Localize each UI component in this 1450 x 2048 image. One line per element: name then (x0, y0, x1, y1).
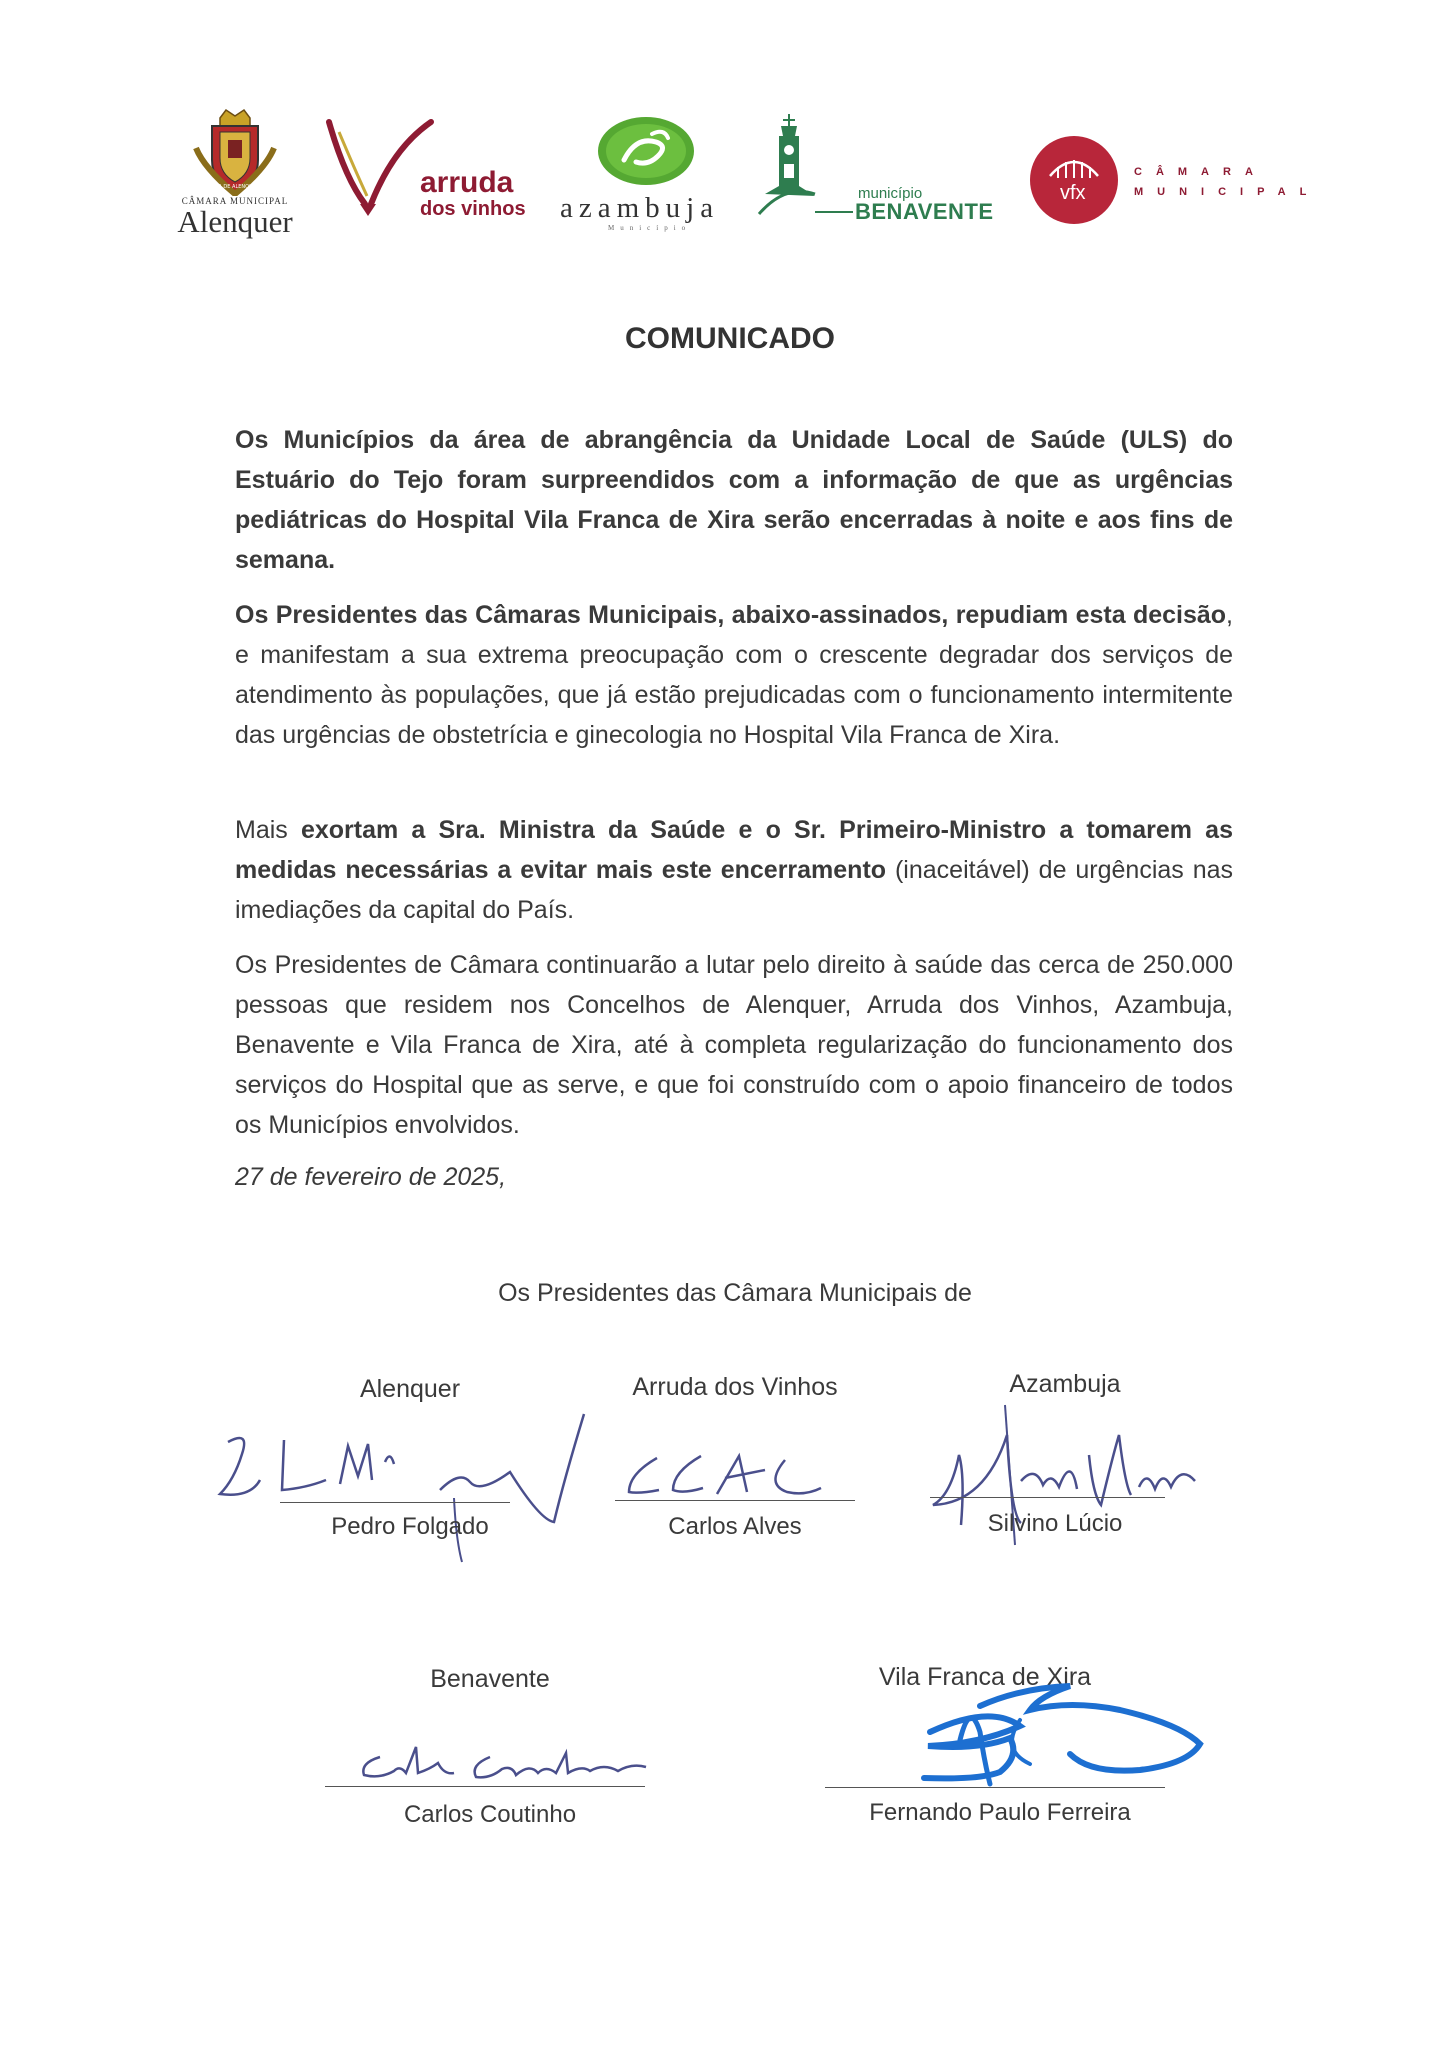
signature-pedro-folgado (210, 1410, 590, 1570)
paragraph-3 (235, 810, 1233, 930)
signature-fernando-paulo-ferreira (900, 1680, 1220, 1800)
signature-line (615, 1500, 855, 1501)
svg-text:VILA DE ALENQUER: VILA DE ALENQUER (210, 184, 260, 190)
vfx-emblem-icon (1028, 134, 1120, 226)
signatory-name: Fernando Paulo Ferreira (869, 1799, 1131, 1826)
presidents-heading: Os Presidentes das Câmara Municipais de (498, 1279, 972, 1307)
vfx-logo-monogram: vfx (1060, 182, 1086, 204)
signature-line (825, 1787, 1165, 1788)
alenquer-crest-icon (190, 108, 280, 196)
signatory-name: Carlos Coutinho (403, 1801, 577, 1828)
benavente-tower-icon (755, 114, 855, 220)
paragraph-2 (235, 595, 1233, 755)
signatory-municipality: Alenquer (359, 1375, 461, 1403)
vfx-logo-line2: MUNICIPAL (1134, 186, 1321, 198)
benavente-logo-subtitle: município (858, 185, 923, 202)
azambuja-emblem-icon (596, 116, 696, 186)
signatory-municipality: Azambuja (1009, 1370, 1121, 1398)
signatory-name: Silvino Lúcio (987, 1510, 1123, 1537)
paragraph-1: Os Municípios da área de abrangência da Unidade Local de Saúde (ULS) do Estuário do Tejo foram surpreendidos com a informação de que as urgências pediátricas do Hospital Vila Franca de Xira serão encerradas à noite e aos fins de semana. (235, 426, 1233, 574)
paragraph-2-rest: , e manifestam a sua extrema preocupação com o crescente degradar dos serviços de atendimento às populações, que já estão prejudicadas com o funcionamento intermitente das urgências de obstetrícia e ginecologia no Hospital Vila Franca de Xira. (235, 601, 1233, 749)
paragraph-2-bold: Os Presidentes das Câmaras Municipais, abaixo-assinados, repudiam esta decisão (235, 601, 1227, 629)
document-title: COMUNICADO (625, 322, 835, 355)
paragraph-3-start: Mais (235, 816, 301, 844)
arruda-logo-name: arruda (420, 166, 514, 199)
arruda-logo-subtitle: dos vinhos (420, 198, 526, 220)
paragraph-4: Os Presidentes de Câmara continuarão a lutar pelo direito à saúde das cerca de 250.000 pessoas que residem nos Concelhos de Alenquer, Arruda dos Vinhos, Azambuja, Benavente e Vila Franca de Xira, até à completa regularização do funcionamento dos serviços do Hospital que as serve, e que foi construído com o apoio financeiro de todos os Municípios envolvidos. (235, 951, 1233, 1139)
alenquer-caption: CÂMARA MUNICIPAL (181, 196, 289, 206)
paragraph-3-rest: (inaceitável) de urgências nas imediações da capital do País. (235, 856, 1233, 924)
signatory-name: Carlos Alves (668, 1513, 802, 1540)
document-date: 27 de fevereiro de 2025, (235, 1163, 507, 1191)
vfx-logo-line1: CÂMARA (1134, 166, 1267, 178)
azambuja-logo-subtitle: Município (608, 224, 692, 232)
azambuja-logo-name: azambuja (560, 192, 720, 224)
signatory-name: Pedro Folgado (331, 1513, 489, 1540)
signature-line (325, 1786, 645, 1787)
benavente-logo-name: BENAVENTE (855, 199, 994, 224)
paragraph-3-bold: exortam a Sra. Ministra da Saúde e o Sr. Primeiro-Ministro a tomarem as medidas necessárias a evitar mais este encerramento (235, 816, 1233, 884)
signatory-municipality: Vila Franca de Xira (878, 1663, 1092, 1691)
signature-line (280, 1502, 510, 1503)
alenquer-logo-name: Alenquer (177, 204, 293, 239)
signatory-municipality: Arruda dos Vinhos (632, 1373, 838, 1401)
signature-line (930, 1497, 1165, 1498)
signatory-municipality: Benavente (430, 1665, 550, 1693)
arruda-v-icon (325, 118, 435, 218)
